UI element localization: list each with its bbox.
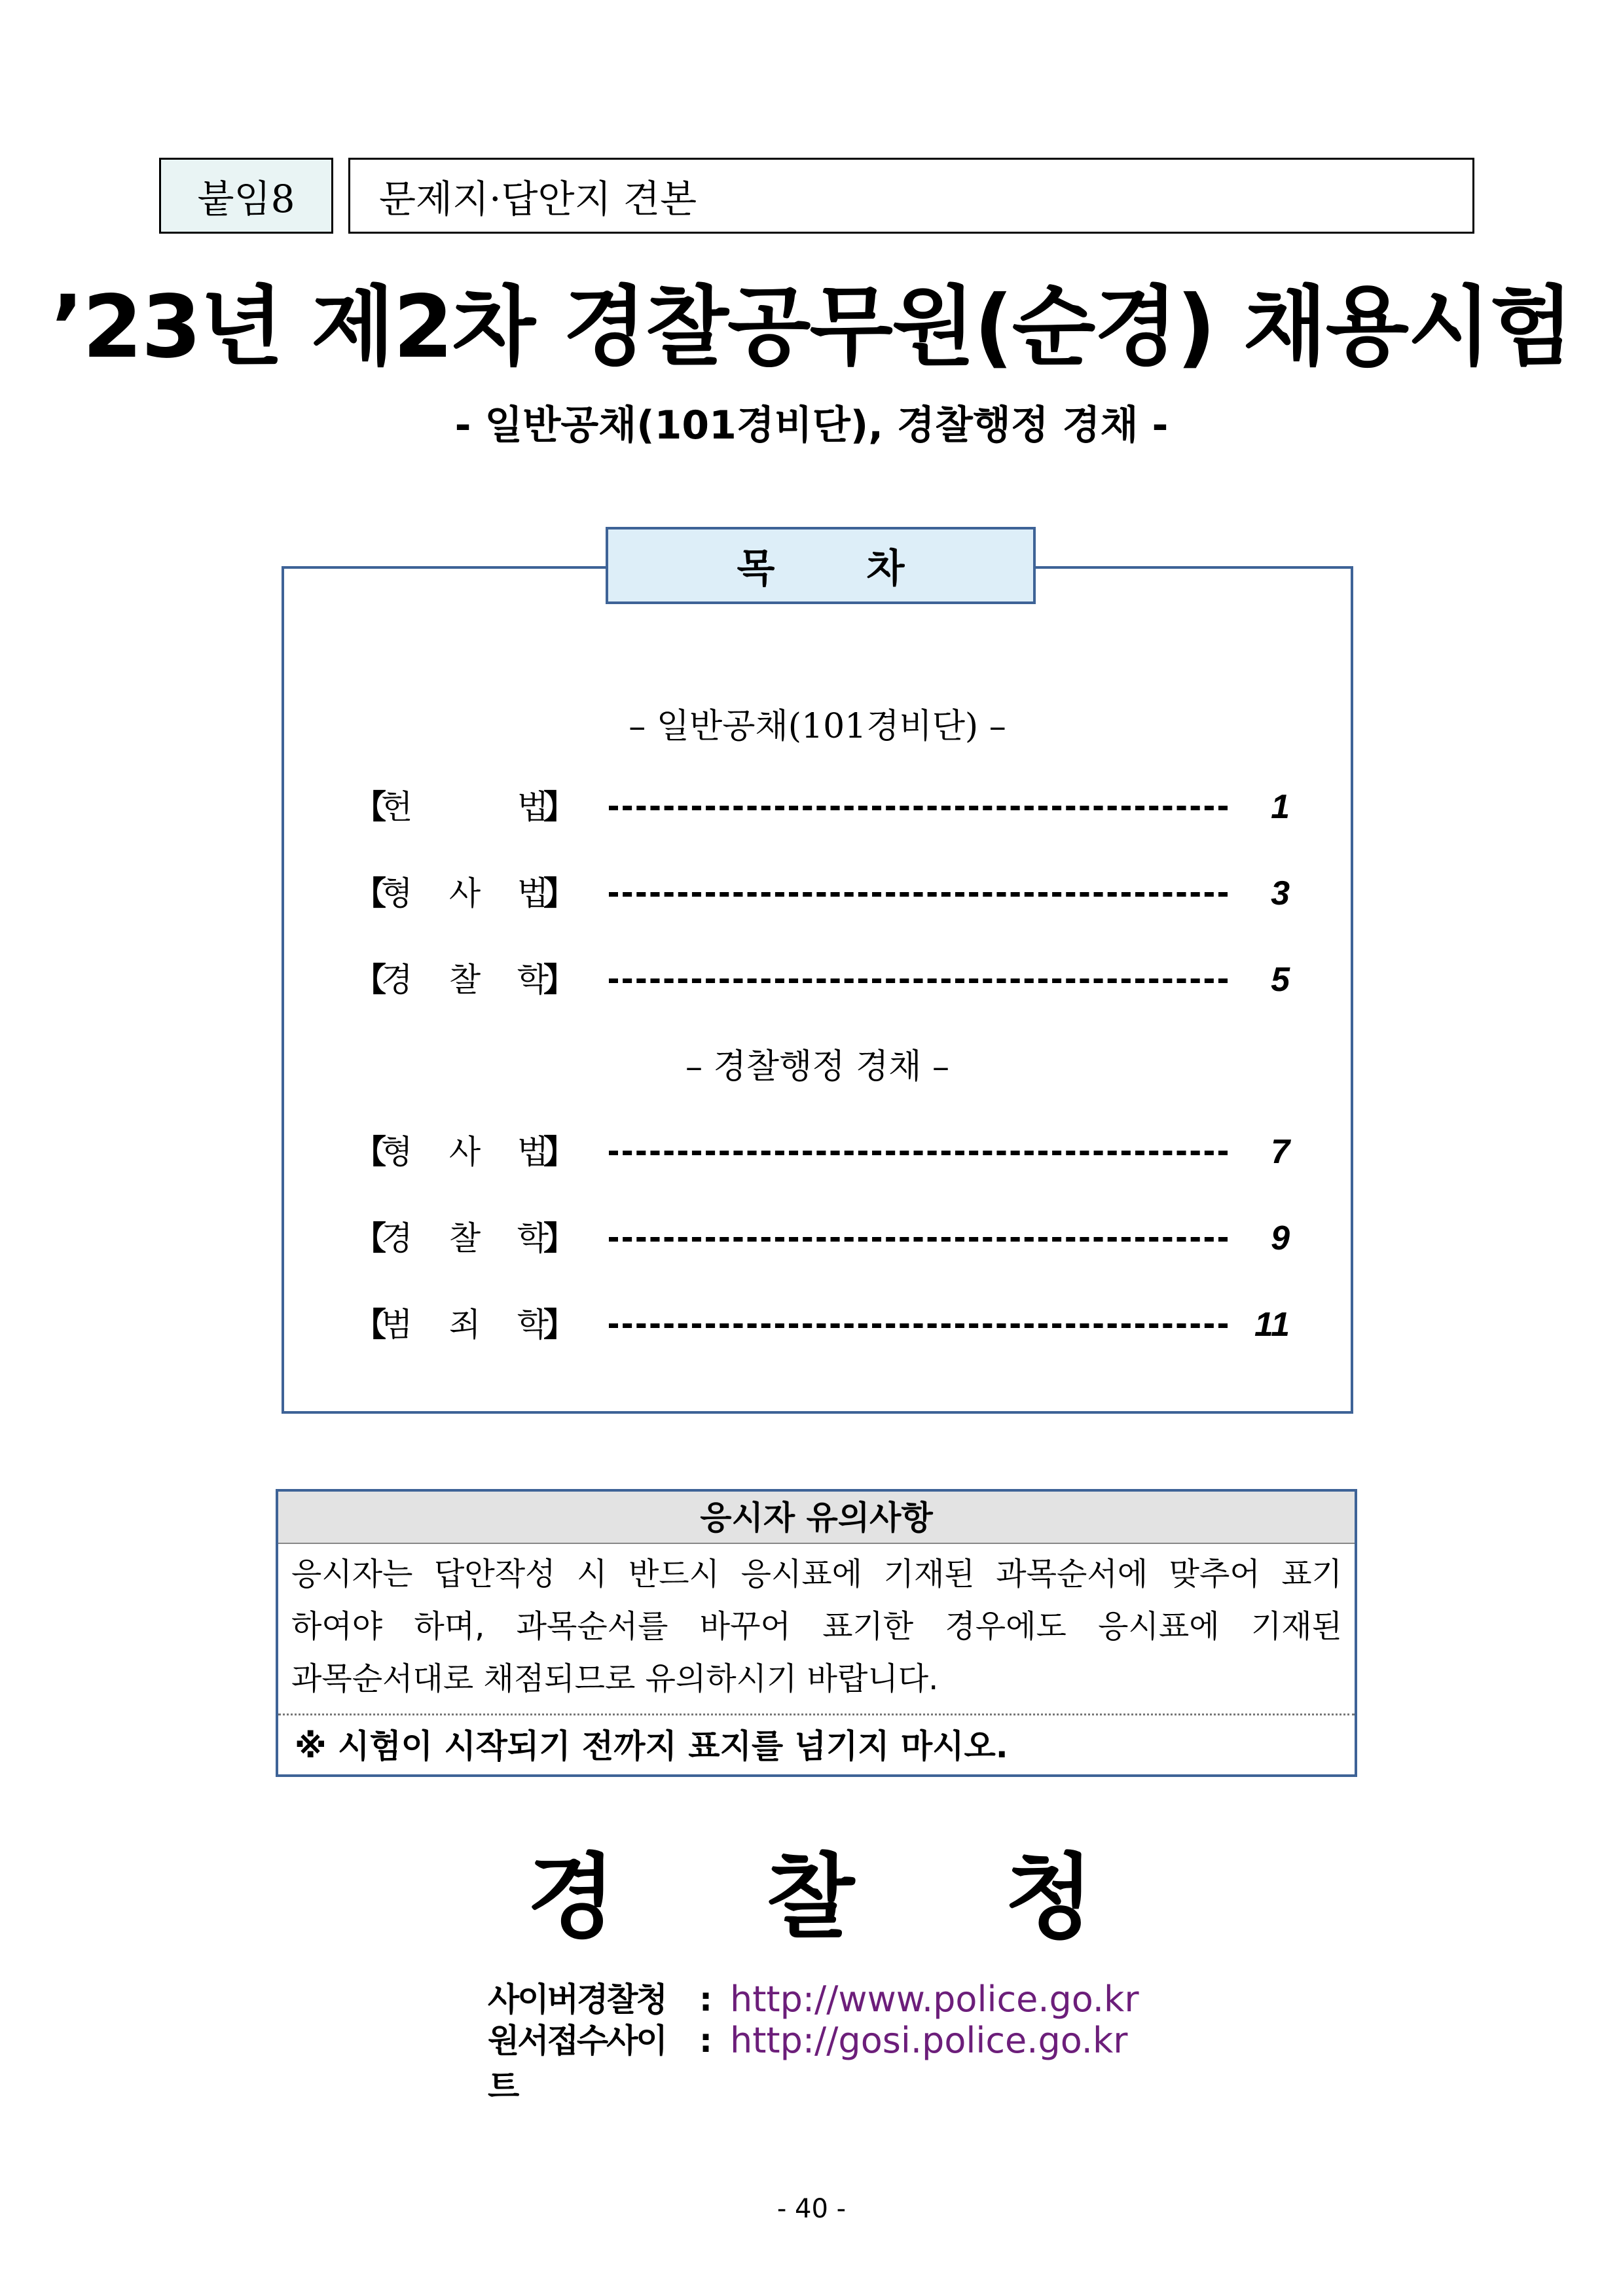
toc-header: 목차 [606,527,1036,604]
notice-word: 경우에도 [945,1608,1067,1645]
notice-line [291,1548,1342,1600]
notice-word: 시 [577,1556,608,1592]
toc-label-char: 학 [517,1219,549,1257]
exam-title: ’23년 제2차 경찰공무원(순경) 채용시험 [50,277,1573,378]
toc-leader-dots [609,892,1228,897]
notice-warning: ※ 시험이 시작되기 전까지 표지를 넘기지 마시오. [295,1727,1008,1765]
notice-line: 과목순서대로 채점되므로 유의하시기 바랍니다. [291,1660,939,1697]
toc-leader-dots [609,806,1228,810]
toc-label-char: 형 [381,1133,413,1171]
toc-label-char: 죄 [448,1306,481,1344]
site-colon: : [699,2022,712,2060]
notice-word: 맞추어 [1169,1556,1260,1592]
toc-row [354,1212,1303,1265]
notice-word: 하며, [414,1608,485,1645]
toc-label-char: 법 [517,1133,549,1171]
notice-word: 바꾸어 [699,1608,791,1645]
toc-page-number: 7 [1271,1133,1290,1171]
notice-word: 응시표에 [740,1556,863,1592]
toc-label-char: 학 [517,961,549,999]
site-row [0,1977,1623,2022]
toc-item-label: 【 형 사 법 】 [354,1126,576,1178]
toc-label-char: 법 [517,788,549,826]
toc-row [354,1126,1303,1178]
toc-row [354,1299,1303,1351]
toc-leader-dots [609,1151,1228,1155]
agency-name-char: 찰 [766,1844,855,1951]
agency-name-char: 경 [527,1844,616,1951]
toc-item-label: 【 헌 법 】 [354,781,576,833]
toc-label-char: 헌 [381,788,413,826]
site-url-link[interactable]: http://gosi.police.go.kr [730,2020,1128,2061]
toc-label-char: 경 [381,961,413,999]
toc-label-char: 학 [517,1306,549,1344]
toc-item-label: 【 경 찰 학 】 [354,954,576,1006]
notice-word: 응시자는 [291,1556,413,1592]
toc-row [354,867,1303,920]
notice-divider [278,1713,1355,1715]
toc-section-title: – 일반공채(101경비단) – [629,707,1006,746]
toc-section-title: – 경찰행정 경채 – [685,1047,949,1086]
toc-page-number: 11 [1254,1306,1290,1344]
agency-name-char: 청 [1005,1844,1094,1951]
toc-row [354,954,1303,1006]
page-number: - 40 - [776,2194,847,2224]
notice-word: 반드시 [628,1556,720,1592]
toc-leader-dots [609,1237,1228,1242]
notice-title: 응시자 유의사항 [278,1492,1355,1544]
notice-word: 하여야 [291,1608,383,1645]
agency-name [527,1846,1103,1950]
notice-word: 과목순서를 [516,1608,668,1645]
exam-subtitle: - 일반공채(101경비단), 경찰행정 경채 - [454,403,1169,448]
toc-label-char: 법 [517,874,549,912]
notice-word: 응시표에 [1098,1608,1220,1645]
notice-word: 기재된 [1250,1608,1342,1645]
site-row [0,2018,1623,2106]
toc-item-label: 【 경 찰 학 】 [354,1212,576,1265]
toc-label-char: 사 [448,874,481,912]
toc-label-char: 경 [381,1219,413,1257]
attachment-tag: 붙임8 [159,158,333,234]
toc-page-number: 9 [1271,1219,1290,1257]
site-url-link[interactable]: http://www.police.go.kr [730,1979,1139,2020]
notice-word: 표기한 [822,1608,914,1645]
site-colon: : [699,1981,712,2018]
attachment-title: 문제지·답안지 견본 [348,158,1474,234]
toc-label-char: 찰 [448,1219,481,1257]
toc-page-number: 1 [1271,788,1290,826]
notice-word: 과목순서에 [996,1556,1148,1592]
notice-word: 기재된 [883,1556,975,1592]
toc-page-number: 5 [1271,961,1290,999]
toc-label-char: 범 [381,1306,413,1344]
notice-word: 답안작성 [434,1556,556,1592]
toc-page-number: 3 [1271,874,1290,912]
notice-body [291,1548,1342,1705]
toc-label-char: 사 [448,1133,481,1171]
toc-item-label: 【 범 죄 학 】 [354,1299,576,1351]
site-label: 사이버경찰청 [488,1981,666,2018]
toc-leader-dots [609,1323,1228,1328]
toc-item-label: 【 형 사 법 】 [354,867,576,920]
notice-word: 표기 [1281,1556,1342,1592]
toc-leader-dots [609,978,1228,983]
notice-line [291,1600,1342,1653]
toc-row [354,781,1303,833]
toc-label-char: 형 [381,874,413,912]
toc-label-char: 찰 [448,961,481,999]
site-label: 원서접수사이트 [488,2022,666,2106]
